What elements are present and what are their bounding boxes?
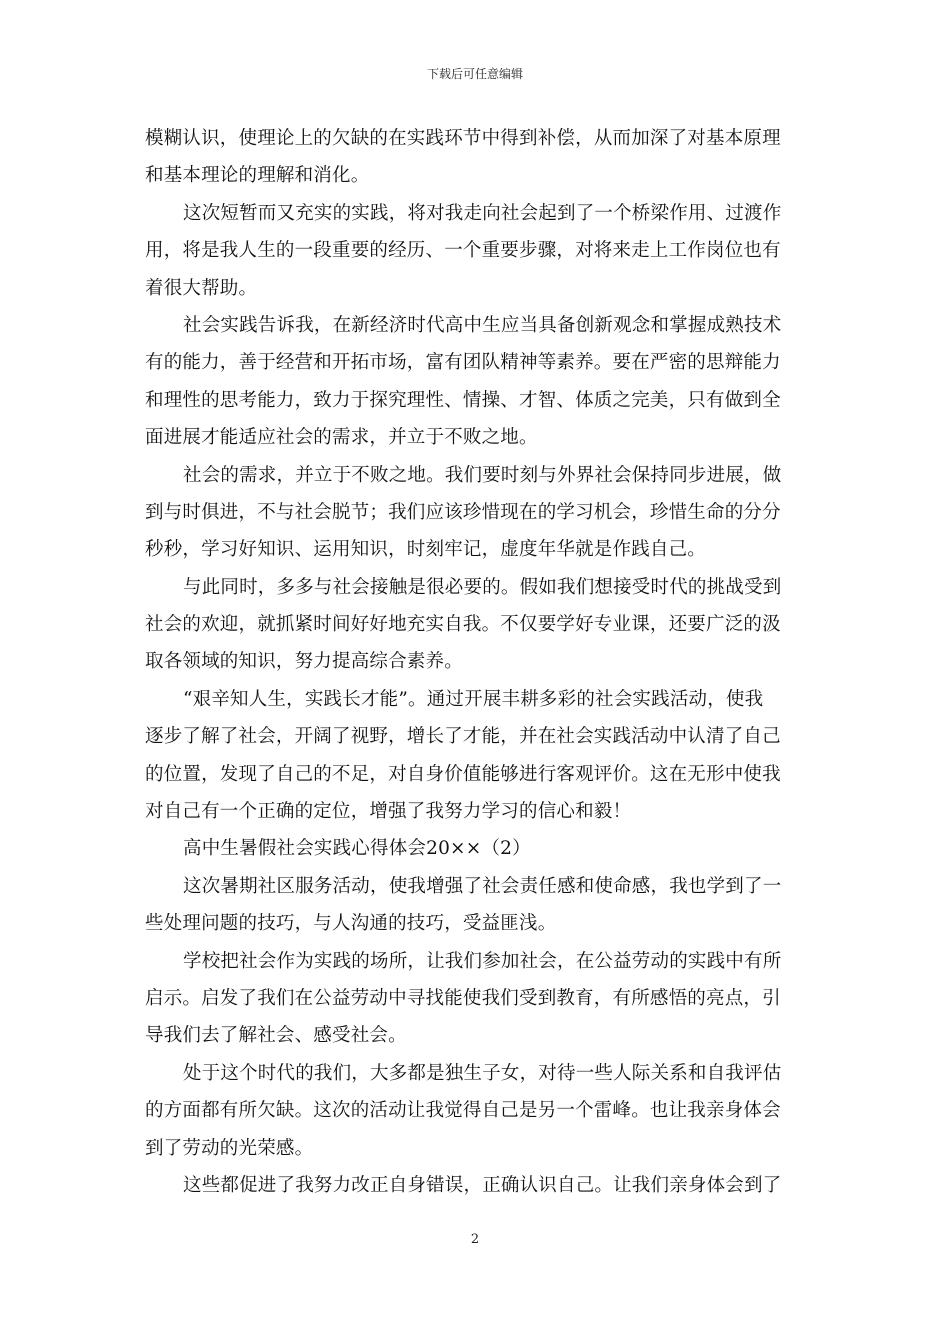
text-line: 面进展才能适应社会的需求，并立于不败之地。 [145, 427, 538, 449]
text-line: 模糊认识，使理论上的欠缺的在实践环节中得到补偿，从而加深了对基本原理 [145, 128, 781, 149]
text-line: 与此同时，多多与社会接触是很必要的。假如我们想接受时代的挑战受到 [183, 576, 782, 598]
text-line: 启示。启发了我们在公益劳动中寻找能使我们受到教育，有所感悟的亮点，引 [145, 987, 781, 1009]
text-line: 的位置，发现了自己的不足，对自身价值能够进行客观评价。这在无形中使我 [145, 763, 781, 785]
text-line: 对自己有一个正确的定位，增强了我努力学习的信心和毅！ [145, 801, 632, 823]
page-number: 2 [470, 1232, 480, 1247]
text-line: 高中生暑假社会实践心得体会20××（2） [183, 838, 531, 860]
text-line: 到了劳动的光荣感。 [145, 1137, 314, 1159]
text-line: “艰辛知人生，实践长才能”。通过开展丰耕多彩的社会实践活动，使我 [183, 688, 764, 710]
text-line: 处于这个时代的我们，大多都是独生子女，对待一些人际关系和自我评估 [183, 1062, 782, 1084]
text-line: 社会的欢迎，就抓紧时间好好地充实自我。不仅要学好专业课，还要广泛的汲 [145, 614, 781, 636]
text-line: 社会的需求，并立于不败之地。我们要时刻与外界社会保持同步进展，做 [183, 464, 782, 486]
text-line: 和理性的思考能力，致力于探究理性、情操、才智、体质之完美，只有做到全 [145, 389, 781, 411]
text-line: 到与时俱进，不与社会脱节；我们应该珍惜现在的学习机会，珍惜生命的分分 [145, 501, 781, 523]
text-line: 取各领域的知识，努力提高综合素养。 [145, 651, 463, 673]
text-line: 这些都促进了我努力改正自身错误，正确认识自己。让我们亲身体会到了 [183, 1174, 782, 1196]
text-line: 学校把社会作为实践的场所，让我们参加社会，在公益劳动的实践中有所 [183, 950, 782, 972]
text-line: 用，将是我人生的一段重要的经历、一个重要步骤，对将来走上工作岗位也有 [145, 240, 781, 262]
text-line: 着很大帮助。 [145, 277, 258, 299]
text-line: 这次暑期社区服务活动，使我增强了社会责任感和使命感，我也学到了一 [183, 875, 782, 897]
header-text: 下载后可任意编辑 [426, 67, 523, 81]
text-line: 社会实践告诉我，在新经济时代高中生应当具备创新观念和掌握成熟技术 [183, 314, 782, 336]
text-line: 的方面都有所欠缺。这次的活动让我觉得自己是另一个雷峰。也让我亲身体会 [145, 1100, 781, 1122]
text-line: 这次短暂而又充实的实践，将对我走向社会起到了一个桥梁作用、过渡作 [183, 202, 782, 224]
page-header [0, 66, 950, 82]
text-line: 有的能力，善于经营和开拓市场，富有团队精神等素养。要在严密的思辩能力 [145, 352, 781, 374]
document-body [145, 120, 807, 1204]
text-line: 导我们去了解社会、感受社会。 [145, 1025, 407, 1047]
text-line: 逐步了解了社会，开阔了视野，增长了才能，并在社会实践活动中认清了自己 [145, 726, 781, 748]
text-line: 秒秒，学习好知识、运用知识，时刻牢记，虚度年华就是作践自己。 [145, 539, 707, 561]
text-line: 些处理问题的技巧，与人沟通的技巧，受益匪浅。 [145, 913, 557, 935]
text-line: 和基本理论的理解和消化。 [145, 165, 370, 187]
